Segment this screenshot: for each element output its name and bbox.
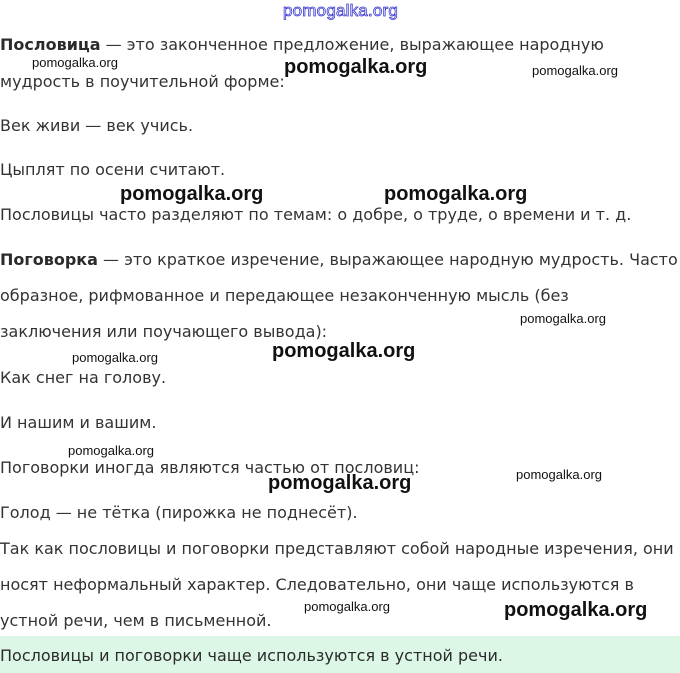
- proverb-term: Пословица: [0, 35, 101, 54]
- summary-line-3: устной речи, чем в письменной.: [0, 611, 272, 630]
- watermark: pomogalka.org: [284, 56, 428, 78]
- saying-term: Поговорка: [0, 250, 98, 269]
- watermark: pomogalka.org: [504, 599, 648, 621]
- watermark: pomogalka.org: [516, 467, 602, 482]
- conclusion-text: Пословицы и поговорки чаще используются в устной речи.: [0, 646, 503, 665]
- watermark: pomogalka.org: [520, 311, 606, 326]
- watermark: pomogalka.org: [72, 350, 158, 365]
- summary-line-2: носят неформальный характер. Следовательно, они чаще используются в: [0, 575, 634, 594]
- watermark: pomogalka.org: [304, 599, 390, 614]
- saying-definition-line-2: образное, рифмованное и передающее незаконченную мысль (без: [0, 286, 569, 305]
- saying-example-2: И нашим и вашим.: [0, 413, 157, 432]
- watermark-top: pomogalka.org: [283, 1, 399, 20]
- watermark: pomogalka.org: [532, 63, 618, 78]
- watermark: pomogalka.org: [268, 472, 412, 494]
- proverb-example-2: Цыплят по осени считают.: [0, 160, 226, 179]
- proverb-definition-line-2: мудрость в поучительной форме:: [0, 72, 285, 91]
- watermark: pomogalka.org: [120, 183, 264, 205]
- watermark: pomogalka.org: [68, 443, 154, 458]
- proverb-themes-text: Пословицы часто разделяют по темам: о добре, о труде, о времени и т. д.: [0, 205, 632, 224]
- proverb-definition-text: — это законченное предложение, выражающее народную: [100, 35, 604, 54]
- saying-part-of-proverb-text: Поговорки иногда являются частью от пословиц:: [0, 458, 420, 477]
- watermark: pomogalka.org: [272, 340, 416, 362]
- watermark: pomogalka.org: [32, 55, 118, 70]
- saying-definition-line-1: [0, 250, 678, 270]
- saying-definition-text: — это краткое изречение, выражающее народную мудрость. Часто: [97, 250, 678, 269]
- watermark: pomogalka.org: [384, 183, 528, 205]
- saying-definition-line-3: заключения или поучающего вывода):: [0, 322, 328, 341]
- saying-example-3: Голод — не тётка (пирожка не поднесёт).: [0, 503, 358, 522]
- proverb-example-1: Век живи — век учись.: [0, 116, 194, 135]
- saying-example-1: Как снег на голову.: [0, 368, 167, 387]
- summary-line-1: Так как пословицы и поговорки представляют собой народные изречения, они: [0, 539, 674, 558]
- proverb-definition-line-1: [0, 35, 604, 55]
